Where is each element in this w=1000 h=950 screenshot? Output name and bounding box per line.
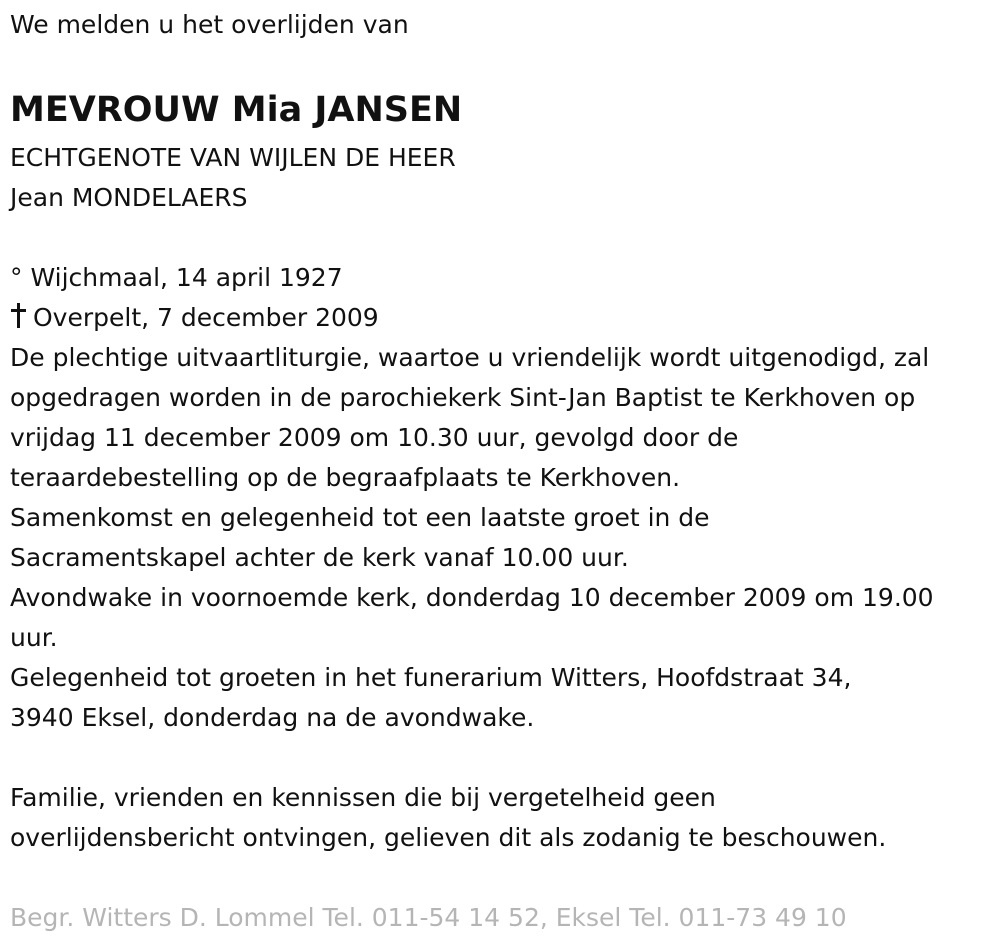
death-notice — [10, 0, 995, 938]
service-line: vrijdag 11 december 2009 om 10.30 uur, gevolgd door de — [10, 423, 739, 452]
closing-line: overlijdensbericht ontvingen, gelieven dit als zodanig te beschouwen. — [10, 823, 887, 852]
service-line: teraardebestelling op de begraafplaats te Kerkhoven. — [10, 463, 681, 492]
closing-note — [10, 778, 995, 858]
service-details — [10, 338, 995, 738]
funeral-home-footer: Begr. Witters D. Lommel Tel. 011-54 14 52, Eksel Tel. 011-73 49 10 — [10, 903, 847, 932]
service-line: Avondwake in voornoemde kerk, donderdag 10 december 2009 om 19.00 — [10, 583, 934, 612]
death-line — [10, 298, 995, 338]
service-line: uur. — [10, 623, 58, 652]
service-line: De plechtige uitvaartliturgie, waartoe u vriendelijk wordt uitgenodigd, zal — [10, 343, 930, 372]
cross-icon — [10, 303, 28, 328]
service-line: opgedragen worden in de parochiekerk Sint-Jan Baptist te Kerkhoven op — [10, 383, 916, 412]
death-text: Overpelt, 7 december 2009 — [33, 303, 379, 332]
closing-line: Familie, vrienden en kennissen die bij vergetelheid geen — [10, 783, 716, 812]
service-line: 3940 Eksel, donderdag na de avondwake. — [10, 703, 535, 732]
relation-line-2: Jean MONDELAERS — [10, 183, 248, 212]
birth-line: ° Wijchmaal, 14 april 1927 — [10, 263, 343, 292]
service-line: Samenkomst en gelegenheid tot een laatste groet in de — [10, 503, 710, 532]
service-line: Sacramentskapel achter de kerk vanaf 10.00 uur. — [10, 543, 629, 572]
relation-line-1: ECHTGENOTE VAN WIJLEN DE HEER — [10, 143, 456, 172]
intro-text: We melden u het overlijden van — [10, 10, 409, 39]
service-line: Gelegenheid tot groeten in het funerarium Witters, Hoofdstraat 34, — [10, 663, 852, 692]
deceased-name: MEVROUW Mia JANSEN — [10, 90, 463, 130]
